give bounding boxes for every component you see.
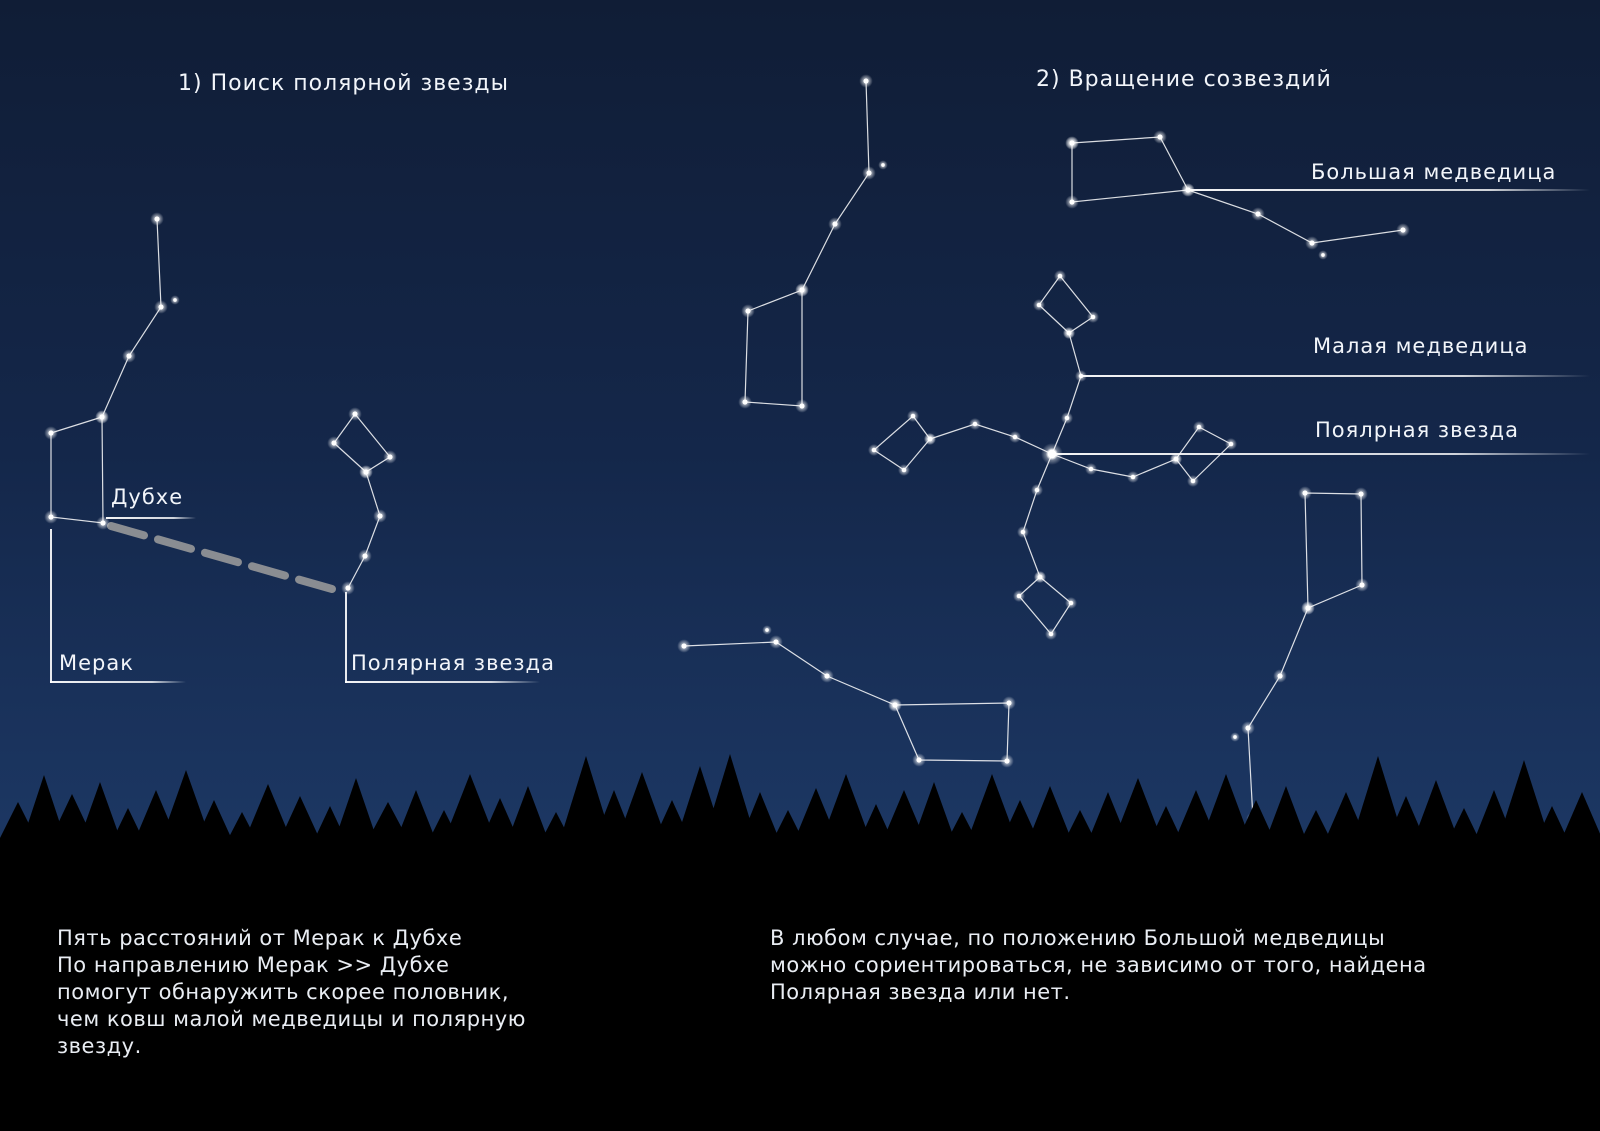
little-dipper-left-star [387, 454, 392, 459]
big-dipper-top-handle-star [1321, 253, 1325, 257]
big-dipper-left-star [126, 353, 131, 358]
pointer-dash [299, 580, 332, 589]
little-dipper-right-star [1191, 479, 1196, 484]
big-dipper-left-star [154, 216, 159, 221]
little-dipper-left-star [872, 448, 877, 453]
little-dipper-left-star [345, 585, 350, 590]
little-dipper-left-star [377, 513, 382, 518]
caption-right-line: Полярная звезда или нет. [770, 980, 1071, 1004]
little-dipper-left-star [352, 411, 357, 416]
big-dipper-left-rotated-star [881, 163, 885, 167]
big-dipper-top-bowl-star [1069, 140, 1074, 145]
big-dipper-top-bowl-line [1072, 137, 1188, 202]
big-dipper-bottom-star [892, 702, 897, 707]
big-dipper-left-rotated-star [799, 287, 804, 292]
pointer-dash [158, 539, 191, 548]
big-dipper-bottom-star [681, 643, 686, 648]
little-dipper-down-line [1019, 454, 1071, 634]
label-polaris-left: Полярная звезда [351, 651, 555, 675]
big-dipper-right-rotated-line [1248, 493, 1362, 819]
big-dipper-bottom-star [1004, 758, 1009, 763]
leader-merak-horizontal [50, 681, 186, 683]
big-dipper-top-handle-star [1185, 187, 1190, 192]
leader-polaris-left-horizontal [345, 681, 540, 683]
big-dipper-right-rotated-star [1359, 582, 1364, 587]
title-find-polaris: 1) Поиск полярной звезды [178, 71, 509, 96]
merak-dubhe-pointer [111, 526, 332, 589]
big-dipper-bottom-line [684, 642, 1009, 761]
big-dipper-top-bowl-star [1069, 199, 1074, 204]
little-dipper-left-line [874, 416, 1052, 470]
big-dipper-left-rotated-line [745, 81, 869, 406]
big-dipper-top-handle-line [1188, 190, 1403, 243]
big-dipper-left-line [51, 219, 161, 523]
caption-left [57, 925, 526, 1060]
little-dipper-left-star [331, 440, 336, 445]
little-dipper-right-star [1131, 475, 1136, 480]
big-dipper-right-rotated-star [1305, 605, 1310, 610]
big-dipper-left-star [100, 520, 105, 525]
caption-left-line: звезду. [57, 1034, 142, 1058]
big-dipper-top-handle-star [1309, 240, 1314, 245]
caption-right [770, 925, 1427, 1006]
stars [44, 74, 1410, 826]
little-dipper-left-star [973, 422, 978, 427]
big-dipper-left-star [48, 430, 53, 435]
little-dipper-right-star [1197, 425, 1202, 430]
big-dipper-right-rotated-star [1358, 491, 1363, 496]
little-dipper-down-star [1021, 530, 1026, 535]
big-dipper-left-rotated-star [866, 170, 871, 175]
big-dipper-right-rotated-star [1233, 735, 1237, 739]
big-dipper-left-rotated-star [745, 308, 750, 313]
leader-little-dipper [1081, 375, 1590, 377]
label-little-dipper: Малая медведица [1313, 334, 1529, 358]
leader-big-dipper [1188, 189, 1590, 191]
little-dipper-left-star [1013, 435, 1018, 440]
label-merak: Мерак [59, 651, 134, 675]
little-dipper-up-star [1079, 374, 1084, 379]
little-dipper-down-star [1035, 488, 1040, 493]
big-dipper-left-star [99, 414, 104, 419]
leader-merak-vertical [50, 529, 52, 683]
little-dipper-up-line [1039, 276, 1093, 454]
little-dipper-down-star [1069, 601, 1074, 606]
little-dipper-up-star [1067, 331, 1072, 336]
big-dipper-top-handle-star [1255, 211, 1260, 216]
little-dipper-left-star [928, 437, 933, 442]
little-dipper-right-star [1174, 457, 1179, 462]
caption-left-line: По направлению Мерак >> Дубхе [57, 953, 450, 977]
big-dipper-left-rotated-star [832, 221, 837, 226]
label-polaris-right: Поялрная звезда [1315, 418, 1519, 442]
big-dipper-right-rotated-star [1245, 725, 1250, 730]
little-dipper-up-star [1058, 274, 1063, 279]
pointer-dash [205, 553, 238, 562]
little-dipper-up-star [1037, 303, 1042, 308]
big-dipper-bottom-star [916, 757, 921, 762]
little-dipper-down-star [1038, 575, 1043, 580]
title-constellation-rotation: 2) Вращение созвездий [1036, 67, 1332, 92]
label-big-dipper: Большая медведица [1311, 160, 1557, 184]
little-dipper-down-star [1017, 594, 1022, 599]
big-dipper-left-star [173, 298, 177, 302]
caption-right-line: можно сориентироваться, не зависимо от того, найдена [770, 953, 1427, 977]
little-dipper-down-star [1049, 632, 1054, 637]
big-dipper-top-handle-star [1400, 227, 1405, 232]
caption-left-line: чем ковш малой медведицы и полярную [57, 1007, 526, 1031]
caption-left-line: помогут обнаружить скорее половник, [57, 980, 510, 1004]
big-dipper-left-star [48, 514, 53, 519]
constellation-lines [51, 81, 1403, 819]
big-dipper-bottom-star [765, 628, 769, 632]
leader-polaris-left-vertical [345, 592, 347, 683]
little-dipper-left-star [363, 469, 368, 474]
big-dipper-right-rotated-star [1302, 490, 1307, 495]
polaris-star-right [1048, 450, 1056, 458]
big-dipper-bottom-star [773, 639, 778, 644]
little-dipper-left-star [902, 468, 907, 473]
little-dipper-right-star [1229, 442, 1234, 447]
pointer-dash [111, 526, 144, 535]
leader-polaris-right [1052, 453, 1590, 455]
caption-right-line: В любом случае, по положению Большой медведицы [770, 926, 1386, 950]
little-dipper-left-star [362, 553, 367, 558]
little-dipper-up-star [1065, 416, 1070, 421]
big-dipper-left-rotated-star [799, 403, 804, 408]
label-dubhe: Дубхе [111, 485, 184, 509]
big-dipper-left-rotated-star [742, 399, 747, 404]
little-dipper-left-star [911, 414, 916, 419]
big-dipper-left-rotated-star [863, 78, 868, 83]
big-dipper-bottom-star [1006, 700, 1011, 705]
big-dipper-bottom-star [824, 673, 829, 678]
pointer-dash [252, 566, 285, 575]
big-dipper-left-star [158, 304, 163, 309]
big-dipper-top-bowl-star [1157, 134, 1162, 139]
little-dipper-right-star [1089, 467, 1094, 472]
little-dipper-up-star [1091, 315, 1096, 320]
big-dipper-right-rotated-star [1277, 673, 1282, 678]
caption-left-line: Пять расстояний от Мерак к Дубхе [57, 926, 463, 950]
leader-dubhe [106, 517, 196, 519]
